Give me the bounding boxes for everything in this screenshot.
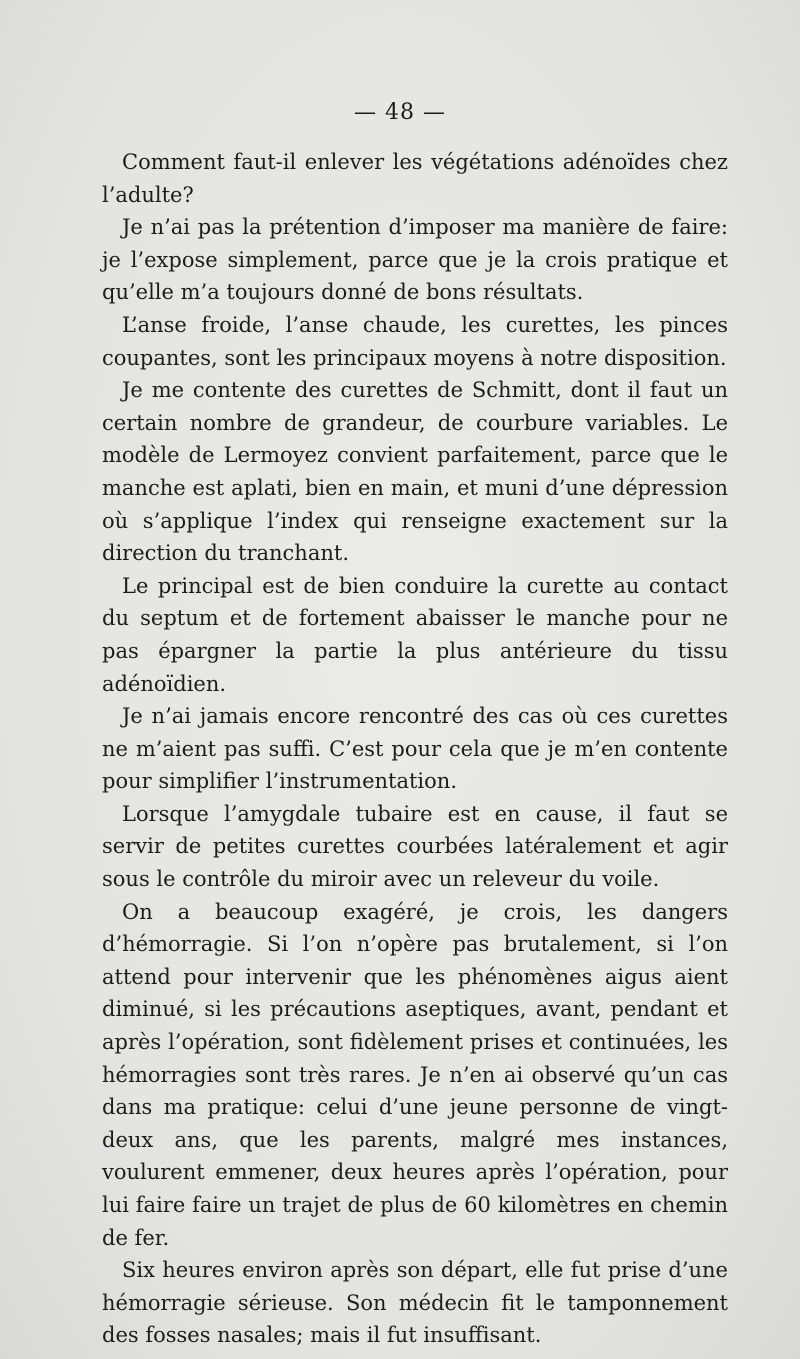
paragraph-8: On a beaucoup exagéré, je crois, les dangers d’hémorragie. Si l’on n’opère pas brutalement, si l’on attend pour intervenir que les phénomènes aigus aient diminué, si les précautions aseptiques, avant, pendant et après l’opération, sont fidèlement prises et continuées, les hémorragies sont très rares. Je n’en ai observé qu’un cas dans ma pratique: celui d’une jeune personne de vingt-deux ans, que les parents, malgré mes instances, voulurent emmener, deux heures après l’opération, pour lui faire faire un trajet de plus de 60 kilomètres en chemin de fer. [102, 899, 728, 1250]
paragraph-2: Je n’ai pas la prétention d’imposer ma manière de faire: je l’expose simplement, parce que je la crois pratique et qu’elle m’a toujours donné de bons résultats. [102, 215, 728, 305]
paragraph-5: Le principal est de bien conduire la curette au contact du septum et de fortement abaisser le manche pour ne pas épargner la partie la plus antérieure du tissu adénoïdien. [102, 573, 728, 696]
body-text [102, 146, 728, 1352]
paragraph-9: Six heures environ après son départ, elle fut prise d’une hémorragie sérieuse. Son médecin fit le tamponnement des fosses nasales; mais il fut insuffisant. [102, 1258, 728, 1348]
page-number: — 48 — [354, 100, 446, 125]
paragraph-1: Comment faut-il enlever les végétations adénoïdes chez l’adulte? [102, 150, 728, 207]
paragraph-3: L’anse froide, l’anse chaude, les curettes, les pinces coupantes, sont les principaux moyens à notre disposition. [102, 312, 728, 370]
paragraph-4: Je me contente des curettes de Schmitt, dont il faut un certain nombre de grandeur, de courbure variables. Le modèle de Lermoyez convient parfaitement, parce que le manche est aplati, bien en main, et muni d’une dépression où s’applique l’index qui renseigne exactement sur la direction du tranchant. [102, 378, 728, 566]
paragraph-6: Je n’ai jamais encore rencontré des cas où ces curettes ne m’aient pas suffi. C’est pour cela que je m’en contente pour simplifier l’instrumentation. [102, 704, 728, 794]
paragraph-7: Lorsque l’amygdale tubaire est en cause, il faut se servir de petites curettes courbées latéralement et agir sous le contrôle du miroir avec un releveur du voile. [102, 801, 728, 892]
